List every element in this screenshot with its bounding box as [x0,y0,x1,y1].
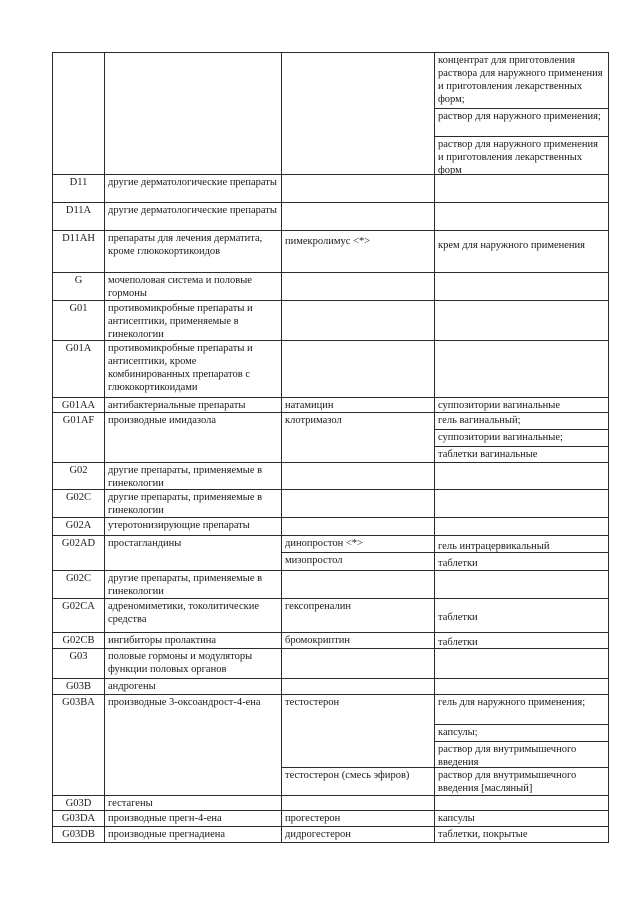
dosage-form [435,463,608,489]
dosage-form [435,175,608,202]
dosage-form: суппозитории вагинальные; [438,432,563,443]
group-name: простагландины [108,538,182,549]
group-name: антибактериальные препараты [108,400,246,411]
atc-code: G02 [69,465,88,476]
dosage-form: раствор для наружного применения; [438,111,601,122]
substance-name: гексопреналин [285,601,351,612]
dosage-form [435,301,608,340]
group-name: адреномиметики, токолитические средства [108,601,260,625]
atc-code: G01A [65,343,92,354]
dosage-form: таблетки [438,637,478,648]
substance-name: прогестерон [285,813,341,824]
atc-code: G [74,275,83,286]
dosage-form [435,273,608,300]
substance-name: натамицин [285,400,334,411]
group-name [105,553,281,570]
atc-code: G03BA [62,697,95,708]
group-name: другие препараты, применяемые в гинекологии [108,465,263,489]
dosage-form [435,649,608,678]
atc-code: G02CB [62,635,95,646]
substance-name [282,796,434,810]
group-name: андрогены [108,681,156,692]
atc-code: G03D [65,798,92,809]
group-name: препараты для лечения дерматита, кроме глюкокортикоидов [108,233,263,257]
substance-name [282,490,434,517]
group-name: ингибиторы пролактина [108,635,217,646]
dosage-form: таблетки вагинальные [438,449,538,460]
dosage-form: концентрат для приготовления раствора для наружного применения и приготовления лекарственных форм; [438,55,603,105]
atc-code: G02A [65,520,92,531]
atc-code: G03 [69,651,88,662]
group-name: противомикробные препараты и антисептики, кроме комбинированных препаратов с глюкокортикоидами [108,343,253,393]
substance-name: бромокриптин [285,635,350,646]
atc-code: G01AF [62,415,95,426]
group-name: другие препараты, применяемые в гинекологии [108,492,263,516]
dosage-form: гель интрацервикальный [438,541,550,552]
group-name: производные прегнадиена [108,829,226,840]
substance-name [282,679,434,694]
row-border [52,842,609,843]
group-name [105,53,281,174]
group-name: противомикробные препараты и антисептики, применяемые в гинекологии [108,303,253,340]
substance-name [282,53,434,174]
substance-name [282,341,434,397]
atc-code [53,768,104,795]
dosage-form [435,518,608,535]
group-name: гестагены [108,798,153,809]
group-name: утеротонизирующие препараты [108,520,250,531]
substance-name: тестостерон (смесь эфиров) [285,770,410,781]
group-name: производные 3-оксоандрост-4-ена [108,697,261,708]
dosage-form: суппозитории вагинальные [438,400,560,411]
substance-name [282,649,434,678]
substance-name [282,301,434,340]
atc-code: G01 [69,303,88,314]
group-name: другие дерматологические препараты [108,205,277,216]
substance-name [282,175,434,202]
dosage-form: гель вагинальный; [438,415,521,426]
substance-name [282,571,434,598]
dosage-form: раствор для внутримышечного введения [438,744,577,767]
substance-name: динопростон <*> [285,538,363,549]
substance-name [282,273,434,300]
atc-code [53,553,104,570]
atc-code [53,53,104,174]
group-name: другие препараты, применяемые в гинекологии [108,573,263,597]
dosage-form [435,341,608,397]
atc-code: D11AH [62,233,95,244]
dosage-form [435,796,608,810]
dosage-form [435,571,608,598]
atc-code: G02C [65,573,92,584]
substance-name [282,203,434,230]
substance-name: клотримазол [285,415,342,426]
dosage-form: таблетки [438,558,478,569]
substance-name: тестостерон [285,697,340,708]
group-name: производные имидазола [108,415,217,426]
group-name: половые гормоны и модуляторы функции половых органов [108,651,253,675]
group-name [105,768,281,795]
dosage-form: капсулы; [438,727,478,738]
atc-code: G03B [65,681,92,692]
substance-name: дидрогестерон [285,829,351,840]
dosage-form: капсулы [438,813,475,824]
atc-code: G02C [65,492,92,503]
substance-name [282,518,434,535]
atc-code: G02AD [61,538,96,549]
atc-code: G03DB [62,829,95,840]
substance-name: мизопростол [285,555,343,566]
atc-code: G01AA [61,400,96,411]
dosage-form: гель для наружного применения; [438,697,586,708]
atc-code: D11A [65,205,92,216]
dosage-form: таблетки [438,612,478,623]
group-name: мочеполовая система и половые гормоны [108,275,252,299]
substance-name [282,463,434,489]
dosage-form [435,203,608,230]
atc-code: G02CA [62,601,95,612]
atc-code: D11 [69,177,88,188]
dosage-form: таблетки, покрытые [438,829,528,840]
substance-name: пимекролимус <*> [285,236,371,247]
atc-code: G03DA [61,813,96,824]
dosage-form: крем для наружного применения [438,240,586,251]
group-name: другие дерматологические препараты [108,177,277,188]
dosage-form [435,679,608,694]
dosage-form: раствор для наружного применения и приготовления лекарственных форм [438,139,598,174]
dosage-form: раствор для внутримышечного введения [масляный] [438,770,577,794]
group-name: производные прегн-4-ена [108,813,222,824]
dosage-form [435,490,608,517]
